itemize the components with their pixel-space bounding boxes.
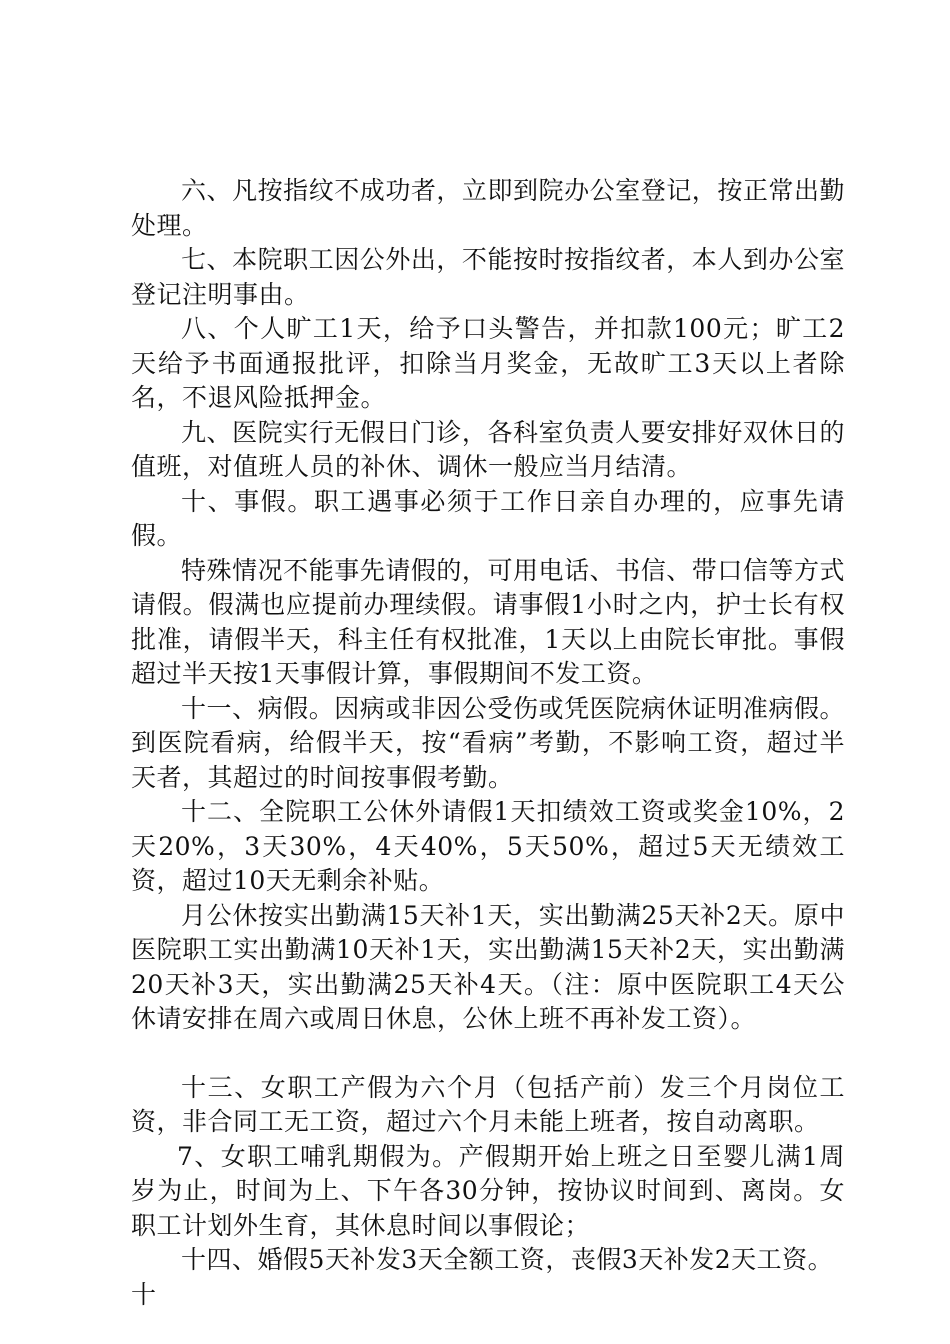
paragraph-personal-leave: 十、事假。职工遇事必须于工作日亲自办理的，应事先请假。 bbox=[131, 486, 845, 550]
paragraph-nursing-leave: 7、女职工哺乳期假为。产假期开始上班之日至婴儿满1周岁为止，时间为上、下午各30分钟，按协议时间到、离岗。女职工计划外生育，其休息时间以事假论； bbox=[131, 1141, 845, 1240]
paragraph-absenteeism: 八、个人旷工1天，给予口头警告，并扣款100元；旷工2天给予书面通报批评，扣除当月奖金，无故旷工3天以上者除名，不退风险抵押金。 bbox=[131, 314, 845, 412]
paragraph-monthly-rest: 月公休按实出勤满15天补1天，实出勤满25天补2天。原中医院职工实出勤满10天补1天，实出勤满15天补2天，实出勤满20天补3天，实出勤满25天补4天。（注：原中医院职工4天公休请安排在周六或周日休息，公休上班不再补发工资）。 bbox=[131, 900, 845, 1033]
paragraph-special-circumstances: 特殊情况不能事先请假的，可用电话、书信、带口信等方式请假。假满也应提前办理续假。请事假1小时之内，护士长有权批准，请假半天，科主任有权批准，1天以上由院长审批。事假超过半天按1天事假计算，事假期间不发工资。 bbox=[131, 555, 845, 688]
paragraph-fingerprint-failure: 六、凡按指纹不成功者，立即到院办公室登记，按正常出勤处理。 bbox=[131, 176, 845, 240]
paragraph-holiday-clinic: 九、医院实行无假日门诊，各科室负责人要安排好双休日的值班，对值班人员的补休、调休一般应当月结清。 bbox=[131, 417, 845, 481]
paragraph-leave-deductions: 十二、全院职工公休外请假1天扣绩效工资或奖金10%，2天20%，3天30%，4天40%，5天50%，超过5天无绩效工资，超过10天无剩余补贴。 bbox=[131, 797, 845, 895]
paragraph-official-outing: 七、本院职工因公外出，不能按时按指纹者，本人到办公室登记注明事由。 bbox=[131, 245, 845, 309]
document-body bbox=[131, 174, 845, 1312]
paragraph-continuation: 十 bbox=[131, 1279, 157, 1309]
paragraph-maternity-leave: 十三、女职工产假为六个月（包括产前）发三个月岗位工资，非合同工无工资，超过六个月未能上班者，按自动离职。 bbox=[131, 1072, 845, 1136]
paragraph-marriage-funeral-leave: 十四、婚假5天补发3天全额工资，丧假3天补发2天工资。 bbox=[181, 1245, 834, 1274]
paragraph-sick-leave: 十一、病假。因病或非因公受伤或凭医院病休证明准病假。到医院看病，给假半天，按“看病”考勤，不影响工资，超过半天者，其超过的时间按事假考勤。 bbox=[131, 693, 845, 792]
